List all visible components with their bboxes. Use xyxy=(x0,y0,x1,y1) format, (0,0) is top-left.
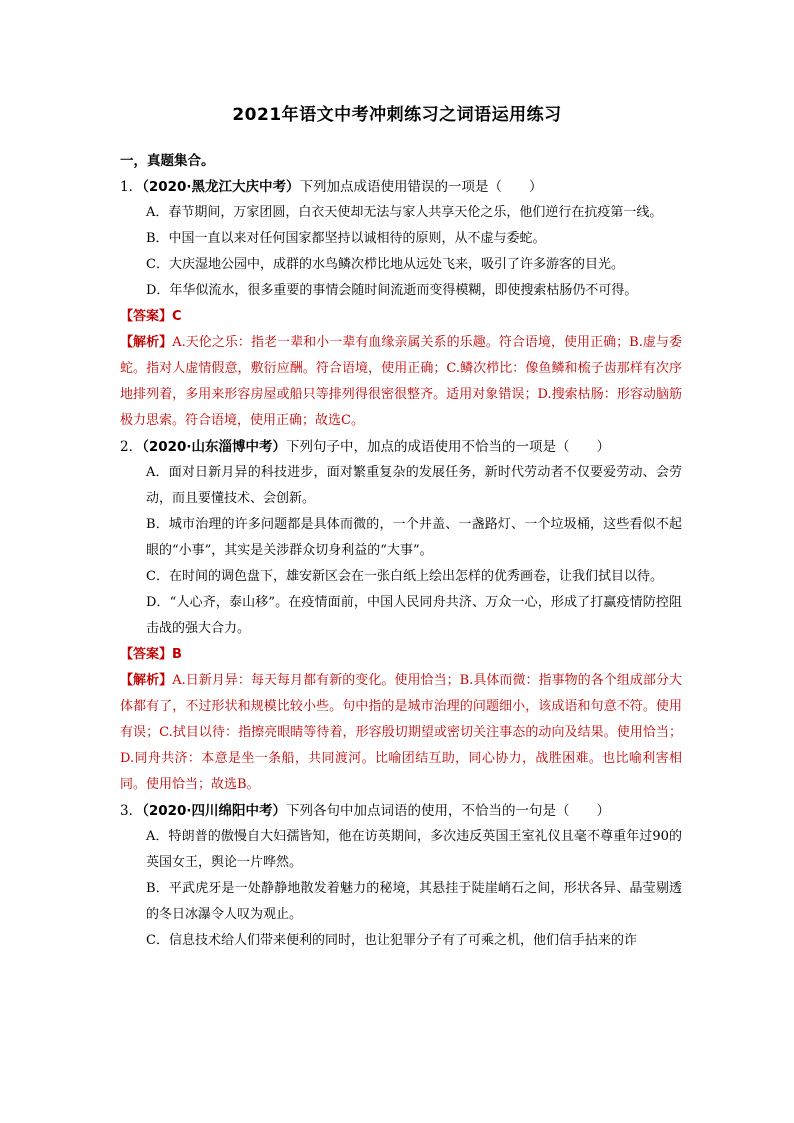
answer-value: C xyxy=(172,309,182,324)
option-b: B．平武虎牙是一处静静地散发着魅力的秘境，其悬挂于陡崖峭石之间，形状各异、晶莹剔透的冬日冰瀑令人叹为观止。 xyxy=(146,881,682,922)
option-d: D．年华似流水，很多重要的事情会随时间流逝而变得模糊，即使搜索枯肠仍不可得。 xyxy=(146,283,638,298)
page-title: 2021年语文中考冲刺练习之词语运用练习 xyxy=(232,105,562,125)
question-number: 3． xyxy=(120,803,143,819)
question-stem: 下列句子中，加点的成语使用不恰当的一项是（ ） xyxy=(286,439,611,455)
question-source: （2020·山东淄博中考） xyxy=(142,439,287,455)
option-c: C．信息技术给人们带来便利的同时，也让犯罪分子有了可乘之机，他们信手拈来的诈 xyxy=(146,933,637,948)
section-heading: 一，真题集合。 xyxy=(120,153,215,169)
question-stem: 下列加点成语使用错误的一项是（ ） xyxy=(299,179,543,195)
explanation-text: A.日新月异：每天每月都有新的变化。使用恰当；B.具体而微：指事物的各个组成部分大体都有了，不过形状和规模比较小些。句中指的是城市治理的问题细小，该成语和句意不符。使用有误；C.拭目以待：指擦亮眼睛等待着，形容殷切期望或密切关注事态的动向及结果。使用恰当；D.同舟共济：本意是坐一条船，共同渡河。比喻团结互助，同心协力，战胜困难。也比喻利害相同。使用恰当；故选B。 xyxy=(120,673,682,792)
document-body xyxy=(120,148,682,954)
option-c: C．大庆湿地公园中，成群的水鸟鳞次栉比地从远处飞来，吸引了许多游客的目光。 xyxy=(146,257,624,272)
question-number: 2． xyxy=(120,439,143,455)
question-1 xyxy=(120,174,682,200)
answer-value: B xyxy=(172,647,182,662)
option-a: A．面对日新月异的科技进步，面对繁重复杂的发展任务，新时代劳动者不仅要爱劳动、会劳动，而且要懂技术、会创新。 xyxy=(146,465,682,506)
explanation-tag: 【解析】 xyxy=(120,335,173,350)
explanation xyxy=(120,668,682,798)
option-b: B．城市治理的许多问题都是具体而微的，一个井盖、一盏路灯、一个垃圾桶，这些看似不起眼的“小事”，其实是关涉群众切身利益的“大事”。 xyxy=(146,517,682,558)
answer-line xyxy=(120,304,682,330)
question-3 xyxy=(120,798,682,824)
option-c: C．在时间的调色盘下，雄安新区会在一张白纸上绘出怎样的优秀画卷，让我们拭目以待。 xyxy=(146,569,663,584)
question-2 xyxy=(120,434,682,460)
question-stem: 下列各句中加点词语的使用，不恰当的一句是（ ） xyxy=(286,803,611,819)
answer-tag: 【答案】 xyxy=(120,647,173,662)
option-d: D．“人心齐，泰山移”。在疫情面前，中国人民同舟共济、万众一心，形成了打赢疫情防控阻击战的强大合力。 xyxy=(146,595,682,636)
answer-line xyxy=(120,642,682,668)
question-source: （2020·四川绵阳中考） xyxy=(142,803,287,819)
explanation xyxy=(120,330,682,434)
question-number: 1． xyxy=(120,179,143,195)
answer-tag: 【答案】 xyxy=(120,309,173,324)
explanation-text: A.天伦之乐：指老一辈和小一辈有血缘亲属关系的乐趣。符合语境，使用正确；B.虚与委蛇。指对人虚情假意，敷衍应酬。符合语境，使用正确；C.鳞次栉比：像鱼鳞和梳子齿那样有次序地排列着，多用来形容房屋或船只等排列得很密很整齐。适用对象错误；D.搜索枯肠：形容动脑筋极力思索。符合语境，使用正确；故选C。 xyxy=(120,335,682,428)
explanation-tag: 【解析】 xyxy=(120,673,173,688)
option-b: B．中国一直以来对任何国家都坚持以诚相待的原则，从不虚与委蛇。 xyxy=(146,231,546,246)
option-a: A．春节期间，万家团圆，白衣天使却无法与家人共享天伦之乐，他们逆行在抗疫第一线。 xyxy=(146,205,663,220)
question-source: （2020·黑龙江大庆中考） xyxy=(142,179,300,195)
option-a: A．特朗普的傲慢自大妇孺皆知，他在访英期间，多次违反英国王室礼仪且毫不尊重年过90的英国女王，舆论一片哗然。 xyxy=(146,829,682,870)
